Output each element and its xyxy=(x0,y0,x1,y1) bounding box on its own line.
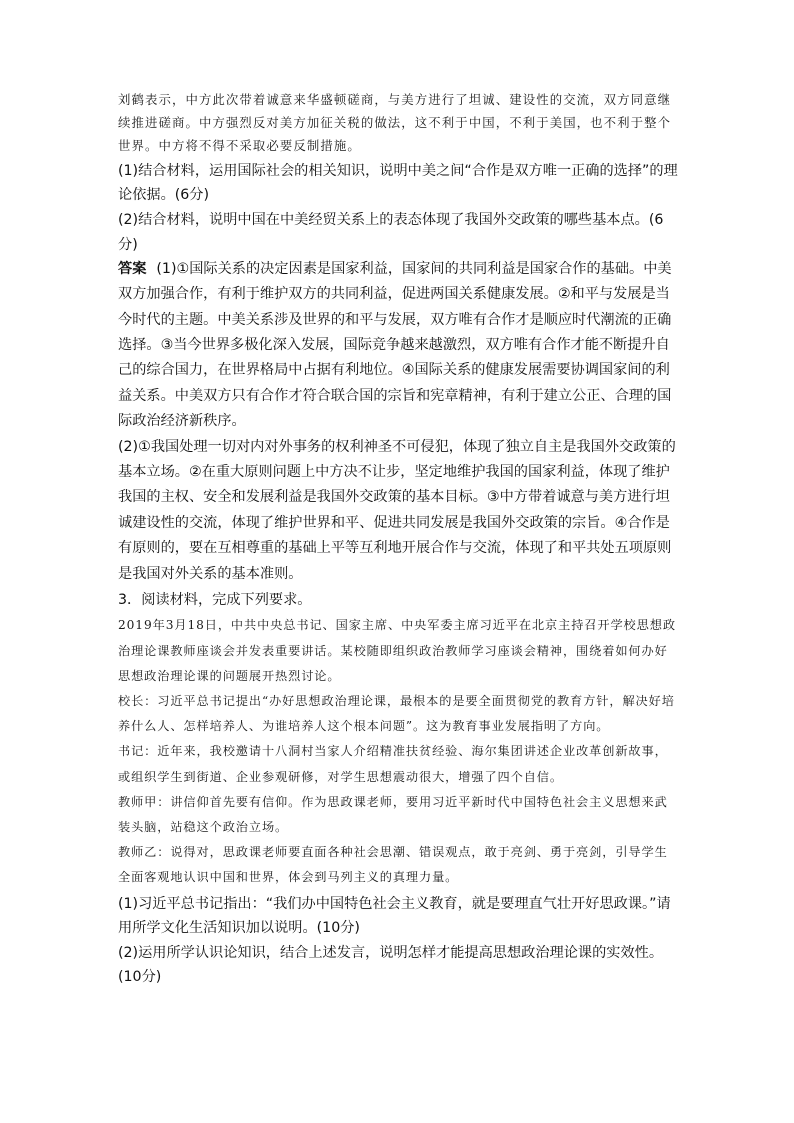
principal-statement: 校长：习近平总书记提出“办好思想政治理论课，最根本的是要全面贯彻党的教育方针，解决好培养什么人、怎样培养人、为谁培养人这个根本问题”。这为教育事业发展指明了方向。 xyxy=(118,693,675,734)
answer-part-1 xyxy=(118,257,680,435)
page-content xyxy=(118,88,680,989)
answer-label: 答案 xyxy=(118,260,147,277)
question-3-part-1: (1)习近平总书记指出：“我们办中国特色社会主义教育，就是要理直气壮开好思政课。”请用所学文化生活知识加以说明。(10分) xyxy=(118,895,671,936)
answer-part-1-text: (1)①国际关系的决定因素是国家利益，国家间的共同利益是国家合作的基础。中美双方加强合作，有利于维护双方的共同利益，促进两国关系健康发展。②和平与发展是当今时代的主题。中美关系涉及世界的和平与发展，双方唯有合作才是顺应时代潮流的正确选择。③当今世界多极化深入发展，国际竞争越来越激烈，双方唯有合作才能不断提升自己的综合国力，在世界格局中占据有利地位。④国际关系的健康发展需要协调国家间的利益关系。中美双方只有合作才符合联合国的宗旨和宪章精神，有利于建立公正、合理的国际政治经济新秩序。 xyxy=(118,260,672,430)
question-3-title: 3．阅读材料，完成下列要求。 xyxy=(118,592,312,609)
question-2-part-2: (2)结合材料，说明中国在中美经贸关系上的表态体现了我国外交政策的哪些基本点。(6分) xyxy=(118,212,664,253)
question-3-intro: 2019年3月18日，中共中央总书记、国家主席、中央军委主席习近平在北京主持召开学校思想政治理论课教师座谈会并发表重要讲话。某校随即组织政治教师学习座谈会精神，围绕着如何办好思想政治理论课的问题展开热烈讨论。 xyxy=(118,618,676,683)
teacher-b-statement: 教师乙：说得对，思政课老师要直面各种社会思潮、错误观点，敢于亮剑、勇于亮剑，引导学生全面客观地认识中国和世界，体会到马列主义的真理力量。 xyxy=(118,845,668,885)
question-2-part-1: (1)结合材料，运用国际社会的相关知识，说明中美之间“合作是双方唯一正确的选择”的理论依据。(6分) xyxy=(118,163,678,204)
material-paragraph: 刘鹤表示，中方此次带着诚意来华盛顿磋商，与美方进行了坦诚、建设性的交流，双方同意继续推进磋商。中方强烈反对美方加征关税的做法，这不利于中国，不利于美国，也不利于整个世界。中方将不得不采取必要反制措施。 xyxy=(118,92,672,153)
secretary-statement: 书记：近年来，我校邀请十八洞村当家人介绍精准扶贫经验、海尔集团讲述企业改革创新故事，或组织学生到街道、企业参观研修，对学生思想震动很大，增强了四个自信。 xyxy=(118,744,668,784)
answer-part-2: (2)①我国处理一切对内对外事务的权利神圣不可侵犯，体现了独立自主是我国外交政策的基本立场。②在重大原则问题上中方决不让步，坚定地维护我国的国家利益，体现了维护我国的主权、安全和发展利益是我国外交政策的基本目标。③中方带着诚意与美方进行坦诚建设性的交流，体现了维护世界和平、促进共同发展是我国外交政策的宗旨。④合作是有原则的，要在互相尊重的基础上平等互利地开展合作与交流，体现了和平共处五项原则是我国对外关系的基本准则。 xyxy=(118,438,676,582)
teacher-a-statement: 教师甲：讲信仰首先要有信仰。作为思政课老师，要用习近平新时代中国特色社会主义思想来武装头脑，站稳这个政治立场。 xyxy=(118,794,668,834)
question-3-part-2: (2)运用所学认识论知识，结合上述发言，说明怎样才能提高思想政治理论课的实效性。(10分) xyxy=(118,944,664,986)
